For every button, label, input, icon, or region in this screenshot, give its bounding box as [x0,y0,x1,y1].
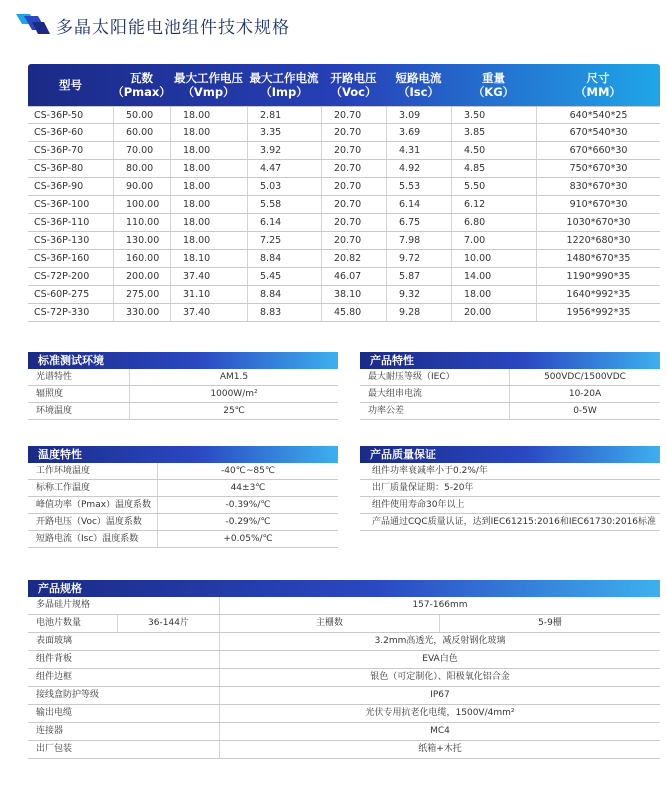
spec-row [28,463,338,480]
spec-row [28,723,660,741]
table-cell: CS-36P-130 [34,235,90,246]
table-cell: CS-36P-80 [34,163,84,174]
column-header-line: （Pmax） [112,85,171,99]
spec-key: 最大耐压等级（IEC） [360,369,510,385]
table-cell: 670*660*30 [536,142,660,159]
quality-section [360,446,660,531]
table-cell: 18.00 [170,142,247,159]
spec-value: IP67 [430,690,450,700]
module-spec-table [28,64,660,322]
column-header-line: 瓦数 [130,71,153,85]
spec-value: 36-144片 [118,615,220,632]
spec-key: 接线盒防护等级 [28,687,220,704]
spec-row [28,615,660,633]
table-cell: 31.10 [170,286,247,303]
table-cell: 3.35 [247,124,321,141]
spec-row [28,403,338,420]
column-header [170,64,247,106]
spec-row [28,705,660,723]
table-cell: 640*540*25 [536,107,660,123]
table-cell: CS-60P-275 [34,289,90,300]
table-cell: 160.00 [113,250,170,267]
table-cell: 20.70 [321,124,386,141]
table-cell: 14.00 [451,268,536,285]
table-cell: CS-36P-60 [34,127,84,138]
table-cell: 10.00 [451,250,536,267]
spec-row [28,741,660,759]
table-cell: 4.85 [451,160,536,177]
column-header-line: 型号 [59,78,82,92]
quality-text: 组件使用寿命30年以上 [372,500,465,510]
column-header-line: 短路电流 [395,71,442,85]
table-cell: 1190*990*35 [536,268,660,285]
spec-row [28,369,338,386]
column-header [113,64,170,106]
table-cell: 3.69 [386,124,451,141]
spec-key: 工作环境温度 [28,463,158,479]
spec-key: 峰值功率（Pmax）温度系数 [28,497,158,513]
spec-key: 标称工作温度 [28,480,158,496]
column-header-line: （Imp） [260,85,308,99]
column-header-line: （MM） [575,85,621,99]
table-cell: 130.00 [113,232,170,249]
spec-row [28,531,338,548]
spec-value: MC4 [430,726,450,736]
table-cell: 7.25 [247,232,321,249]
column-header [386,64,451,106]
table-row [28,214,660,232]
table-cell: 750*670*30 [536,160,660,177]
table-cell: CS-36P-70 [34,145,84,156]
table-row [28,106,660,124]
table-cell: 60.00 [113,124,170,141]
table-cell: 6.80 [451,214,536,231]
spec-value: +0.05%/℃ [223,534,273,544]
quality-row [360,463,660,480]
table-cell: 37.40 [170,304,247,321]
table-cell: 20.70 [321,142,386,159]
spec-key: 表面玻璃 [28,633,220,650]
spec-value: 44±3℃ [230,483,266,493]
spec-key: 电池片数量 [28,615,118,632]
table-cell: 20.70 [321,160,386,177]
table-cell: 275.00 [113,286,170,303]
spec-key: 最大组串电流 [360,386,510,402]
table-cell: 1220*680*30 [536,232,660,249]
table-cell: CS-36P-50 [34,110,84,121]
spec-value: AM1.5 [219,372,249,382]
table-cell: CS-72P-200 [34,271,90,282]
table-cell: 9.72 [386,250,451,267]
spec-value: 500VDC/1500VDC [544,372,626,382]
section-title: 温度特性 [28,446,338,463]
table-cell: 9.32 [386,286,451,303]
table-cell: 200.00 [113,268,170,285]
blue-stripes-logo-icon [14,12,50,36]
spec-key: 功率公差 [360,403,510,419]
table-row [28,196,660,214]
table-cell: 20.82 [321,250,386,267]
column-header-line: 开路电压 [330,71,377,85]
column-header-line: （Isc） [398,85,439,99]
spec-row [360,369,660,386]
table-row [28,268,660,286]
spec-key: 辐照度 [28,386,130,402]
spec-key: 多晶硅片规格 [28,597,220,614]
table-cell: 3.09 [386,107,451,123]
temperature-section [28,446,338,548]
table-cell: 3.92 [247,142,321,159]
spec-value: 光伏专用抗老化电缆，1500V/4mm² [365,708,515,718]
quality-row [360,497,660,514]
table-cell: 20.00 [451,304,536,321]
spec-value: 25℃ [223,406,245,416]
table-cell: 90.00 [113,178,170,195]
table-cell: 4.47 [247,160,321,177]
spec-row [360,403,660,420]
table-cell: 45.80 [321,304,386,321]
column-header-line: 重量 [482,71,505,85]
table-row [28,124,660,142]
spec-value: 3.2mm高透光，减反射钢化玻璃 [374,636,506,646]
spec-row [28,687,660,705]
spec-row [28,480,338,497]
table-row [28,286,660,304]
table-cell: 18.00 [451,286,536,303]
table-cell: 20.70 [321,178,386,195]
table-cell: 4.50 [451,142,536,159]
table-cell: 18.00 [170,214,247,231]
section-title: 产品特性 [360,352,660,369]
spec-value: 银色（可定制化）、阳极氧化铝合金 [370,672,510,682]
column-header-line: （Vmp） [182,85,235,99]
spec-value: -40℃~85℃ [221,466,275,476]
table-cell: 6.14 [247,214,321,231]
product-features-section [360,352,660,420]
table-cell: 1480*670*35 [536,250,660,267]
spec-row [28,597,660,615]
spec-value: 1000W/m² [210,389,258,399]
spec-value: EVA白色 [422,654,458,664]
table-cell: 50.00 [113,107,170,123]
table-cell: 4.92 [386,160,451,177]
section-title: 产品质量保证 [360,446,660,463]
spec-row [28,514,338,531]
table-cell: 18.00 [170,178,247,195]
spec-value: 157-166mm [412,600,468,610]
table-cell: 18.00 [170,160,247,177]
product-spec-section [28,580,660,759]
table-cell: 8.84 [247,250,321,267]
section-title: 标准测试环境 [28,352,338,369]
table-row [28,142,660,160]
section-title: 产品规格 [28,580,660,597]
table-cell: 5.03 [247,178,321,195]
std-test-section [28,352,338,420]
table-cell: 18.00 [170,196,247,213]
table-cell: 1640*992*35 [536,286,660,303]
spec-key: 短路电流（Isc）温度系数 [28,531,158,547]
table-cell: 2.81 [247,107,321,123]
table-cell: 830*670*30 [536,178,660,195]
quality-row [360,480,660,497]
spec-key: 组件背板 [28,651,220,668]
spec-key: 组件边框 [28,669,220,686]
table-header [28,64,660,106]
spec-key: 环境温度 [28,403,130,419]
table-row [28,250,660,268]
spec-value: -0.29%/℃ [225,517,271,527]
table-cell: 3.85 [451,124,536,141]
column-header [321,64,386,106]
column-header [28,64,113,106]
table-cell: 8.84 [247,286,321,303]
spec-key: 输出电缆 [28,705,220,722]
table-cell: 20.70 [321,232,386,249]
table-cell: 9.28 [386,304,451,321]
spec-key: 光谱特性 [28,369,130,385]
column-header [247,64,321,106]
table-row [28,232,660,250]
table-cell: 1030*670*30 [536,214,660,231]
spec-value: -0.39%/℃ [225,500,271,510]
table-cell: 38.10 [321,286,386,303]
table-cell: 910*670*30 [536,196,660,213]
table-cell: 8.83 [247,304,321,321]
table-cell: 46.07 [321,268,386,285]
quality-row [360,514,660,531]
table-cell: 18.00 [170,232,247,249]
table-cell: 20.70 [321,107,386,123]
table-cell: CS-36P-110 [34,217,90,228]
table-cell: 80.00 [113,160,170,177]
table-cell: 3.50 [451,107,536,123]
table-cell: 6.75 [386,214,451,231]
column-header-line: 最大工作电压 [174,71,243,85]
spec-row [28,669,660,687]
spec-value: 纸箱+木托 [418,744,462,754]
table-cell: CS-72P-330 [34,307,90,318]
table-cell: 330.00 [113,304,170,321]
column-header [536,64,660,106]
column-header [451,64,536,106]
table-row [28,160,660,178]
table-cell: CS-36P-160 [34,253,90,264]
spec-row [28,386,338,403]
table-cell: 1956*992*35 [536,304,660,321]
quality-text: 出厂质量保证期：5-20年 [372,483,474,493]
table-cell: 7.00 [451,232,536,249]
table-cell: 5.50 [451,178,536,195]
table-cell: 18.00 [170,107,247,123]
column-header-line: 尺寸 [586,71,610,85]
spec-row [28,633,660,651]
table-cell: 670*540*30 [536,124,660,141]
table-row [28,304,660,322]
table-cell: 6.14 [386,196,451,213]
page-title: 多晶太阳能电池组件技术规格 [56,18,290,38]
table-cell: 5.58 [247,196,321,213]
spec-key: 主栅数 [220,615,440,632]
table-cell: 20.70 [321,196,386,213]
table-cell: 37.40 [170,268,247,285]
table-cell: 6.12 [451,196,536,213]
table-row [28,178,660,196]
page-header [14,10,654,38]
column-header-line: （KG） [472,85,515,99]
table-cell: 18.10 [170,250,247,267]
table-cell: 4.31 [386,142,451,159]
table-body [28,106,660,322]
spec-value: 5-9栅 [538,618,562,628]
column-header-line: 最大工作电流 [249,71,319,85]
quality-text: 产品通过CQC质量认证，达到IEC61215:2016和IEC61730:2016标准 [372,517,657,527]
table-cell: CS-36P-90 [34,181,84,192]
spec-row [360,386,660,403]
table-cell: CS-36P-100 [34,199,90,210]
table-cell: 70.00 [113,142,170,159]
spec-key: 连接器 [28,723,220,740]
table-cell: 5.45 [247,268,321,285]
column-header-line: （Voc） [330,85,377,99]
table-cell: 100.00 [113,196,170,213]
table-cell: 20.70 [321,214,386,231]
spec-value: 0-5W [573,406,597,416]
spec-row [28,651,660,669]
spec-key: 开路电压（Voc）温度系数 [28,514,158,530]
quality-text: 组件功率衰减率小于0.2%/年 [372,466,488,476]
table-cell: 5.53 [386,178,451,195]
spec-row [28,497,338,514]
table-cell: 7.98 [386,232,451,249]
table-cell: 5.87 [386,268,451,285]
table-cell: 18.00 [170,124,247,141]
spec-key: 出厂包装 [28,741,220,758]
table-cell: 110.00 [113,214,170,231]
spec-value: 10-20A [568,389,602,399]
